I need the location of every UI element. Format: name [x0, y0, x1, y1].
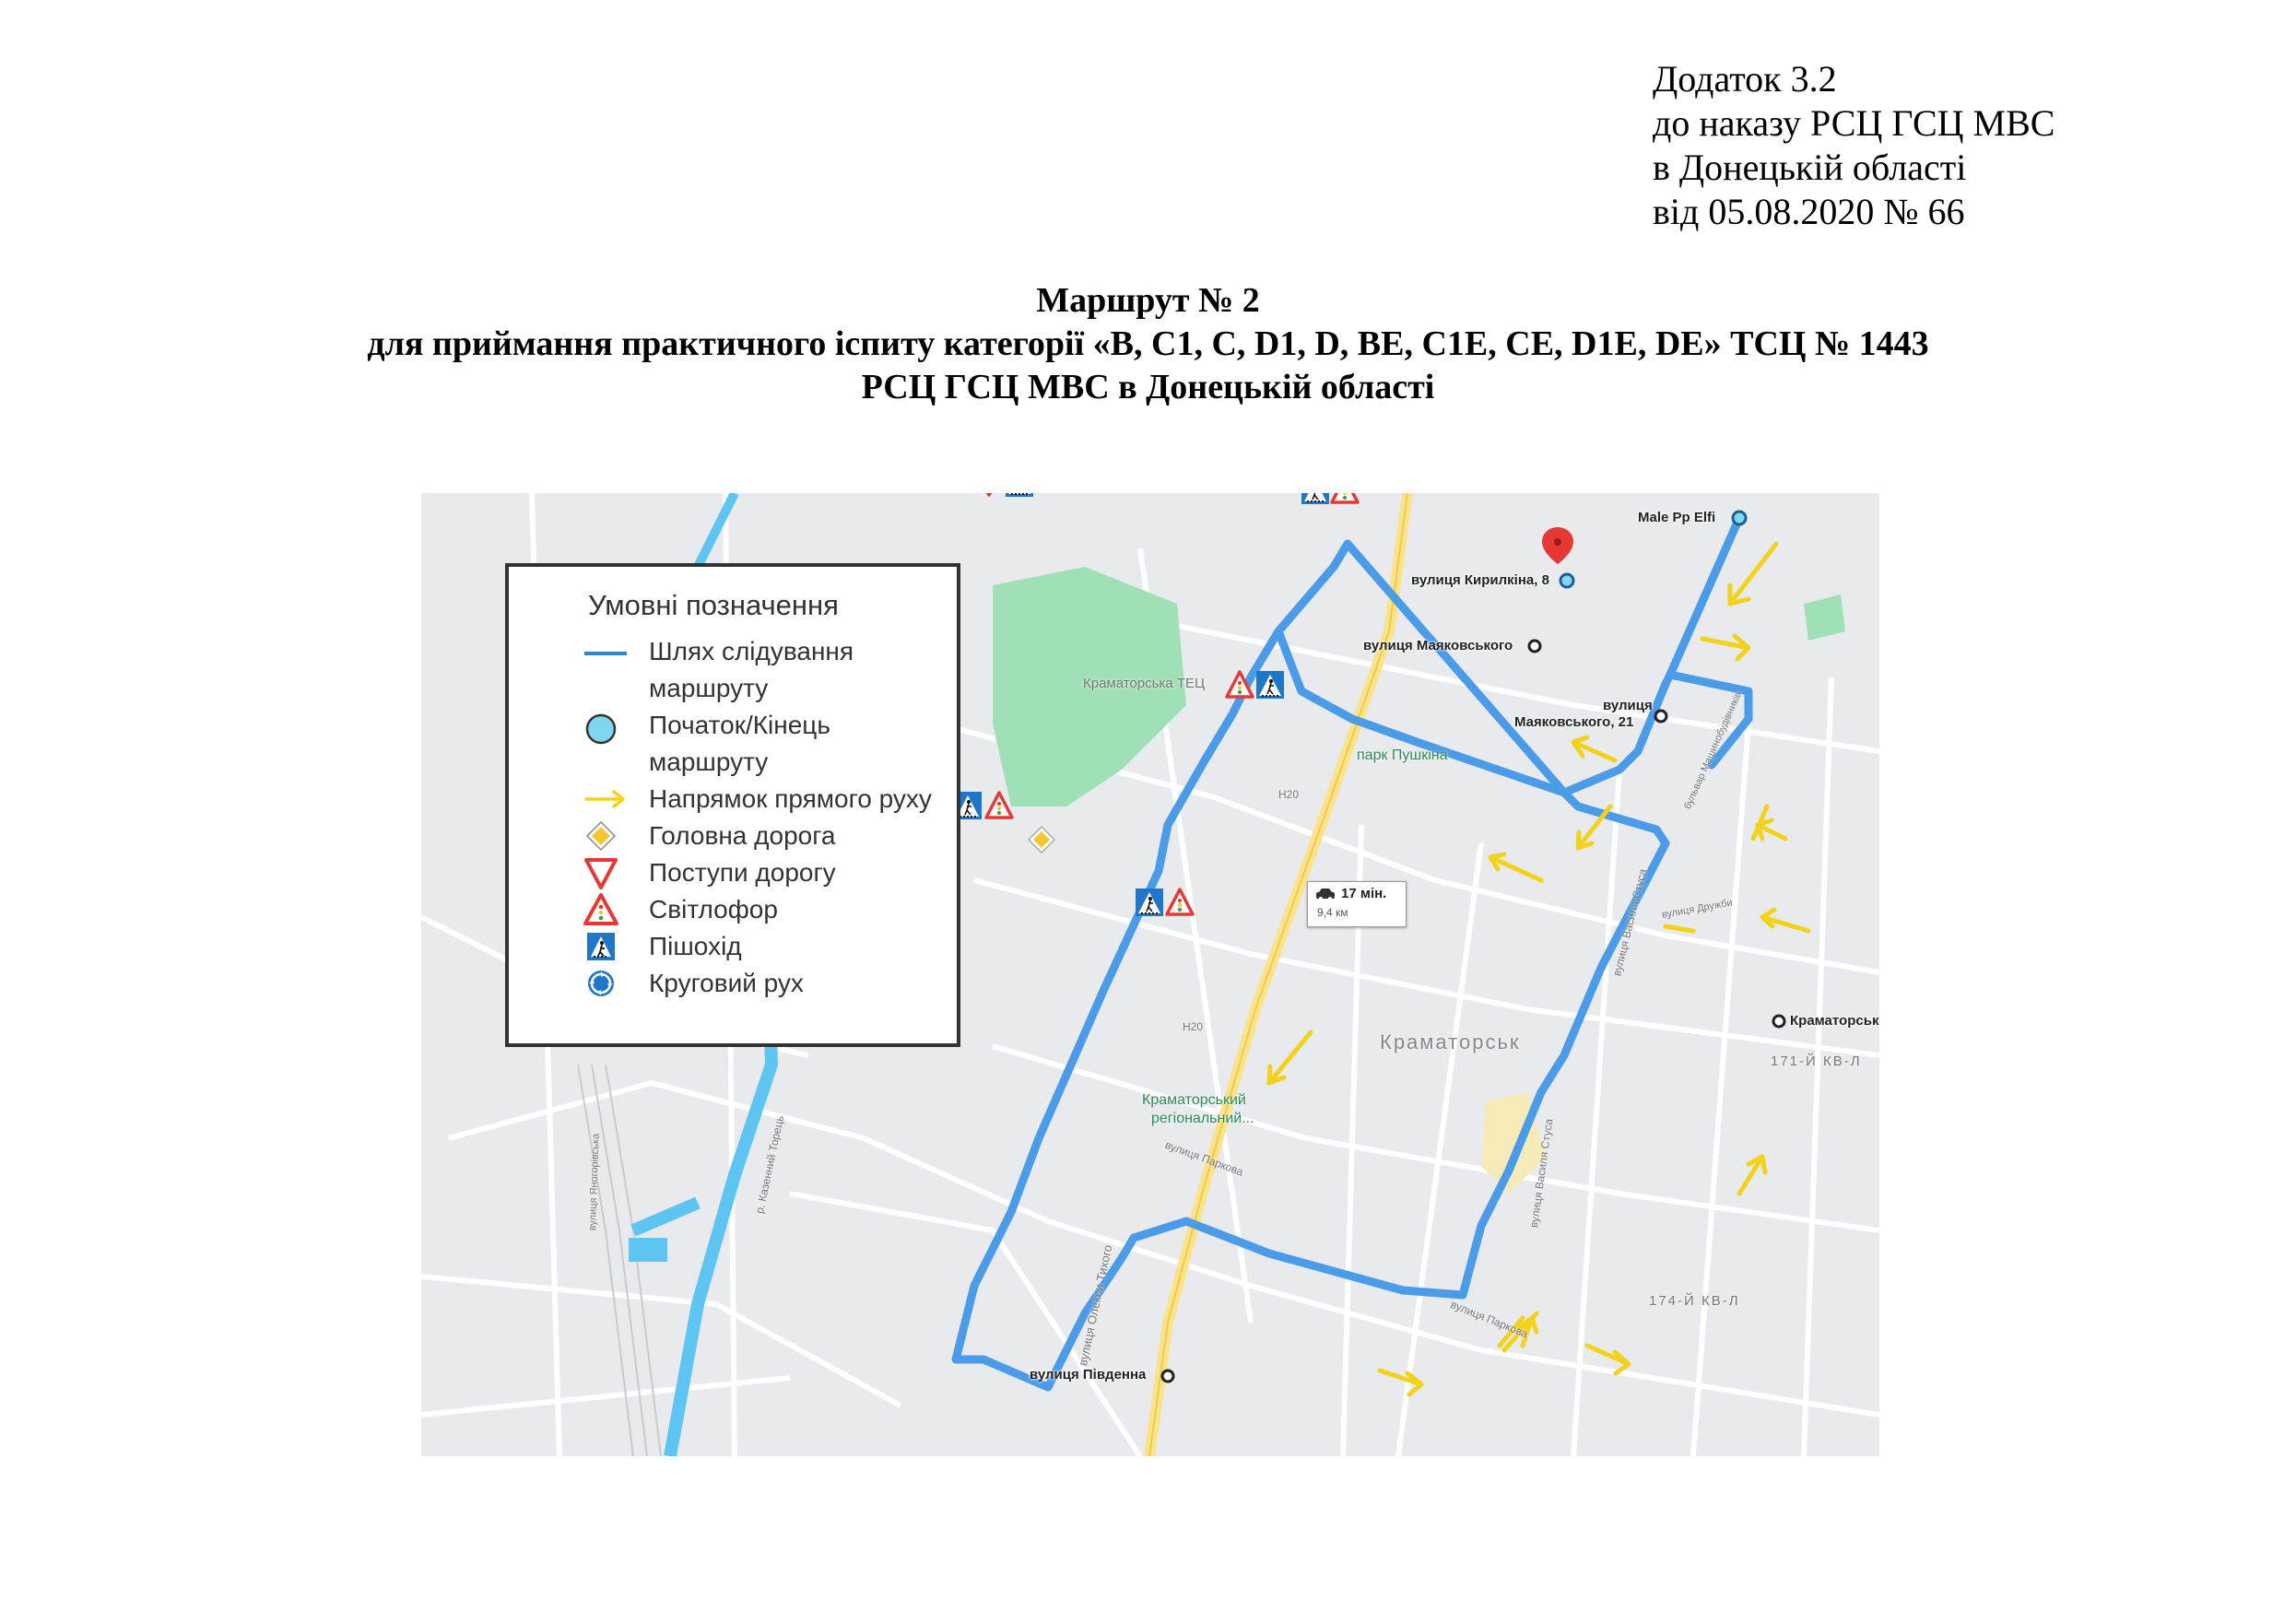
label-male-pp: Male Pp Elfi	[1638, 510, 1716, 525]
pedestrian-crossing-sign-icon	[1301, 493, 1330, 505]
main-road-sign-icon	[900, 493, 929, 494]
label-bulv: бульвар Машинобудівників	[1682, 689, 1745, 811]
end-point-kyrylkina	[1560, 574, 1573, 587]
main-road-sign-icon	[1027, 825, 1056, 854]
label-vasylia-1: вулиця Василя Стуса	[1527, 1117, 1556, 1229]
title-line-2: для приймання практичного іспиту категорії «В, С1, С, D1, D, BE, C1E, CE, D1E, DE» ТСЦ № 1443	[367, 324, 1929, 363]
label-druzhby: вулиця Дружби	[1661, 897, 1734, 921]
start-end-point-icon	[583, 711, 629, 747]
roundabout-sign-icon	[872, 493, 901, 494]
traffic-light-sign-icon	[1225, 670, 1254, 700]
label-h20-a: H20	[1278, 788, 1300, 801]
pedestrian-crossing-sign-icon	[1005, 493, 1034, 498]
legend-pedestrian-label: Пішохід	[649, 932, 742, 960]
label-h20-b: H20	[1183, 1020, 1204, 1033]
give-way-sign-icon	[974, 493, 1004, 498]
route-time: 17 мін.	[1341, 886, 1387, 901]
label-parkova-1: вулиця Паркова	[1163, 1138, 1245, 1179]
waypoint-mayakovskoho	[1529, 641, 1540, 652]
appendix-block	[1653, 57, 2055, 234]
label-river: р. Казенний Торець	[753, 1113, 787, 1215]
appendix-line-3: в Донецькій області	[1653, 147, 1967, 188]
appendix-line-1: Додаток 3.2	[1653, 58, 1837, 100]
route-line-icon	[583, 637, 629, 674]
roundabout-sign-icon	[583, 965, 629, 1002]
label-kramatorsk-stop: Краматорськ	[1790, 1013, 1879, 1029]
label-pivdenna: вулиця Південна	[1030, 1367, 1147, 1383]
appendix-line-2: до наказу РСЦ ГСЦ МВС	[1653, 102, 2055, 144]
traffic-light-sign-icon	[1165, 888, 1195, 917]
legend-route-label-1: Шлях слідування	[649, 637, 854, 665]
label-mayakovskoho-21b: Маяковського, 21	[1514, 714, 1634, 730]
river-branch	[633, 1203, 698, 1230]
traffic-light-sign-icon	[984, 791, 1014, 820]
label-regional-1: Краматорський	[1142, 1092, 1246, 1108]
legend-direction-label: Напрямок прямого руху	[649, 784, 932, 813]
pedestrian-crossing-sign-icon	[1255, 670, 1285, 700]
label-vasylia-2: вулиця Василя Стуса	[1610, 867, 1650, 978]
legend-start-end-label-1: Початок/Кінець	[649, 711, 830, 739]
route-distance: 9,4 км	[1317, 906, 1348, 919]
legend-give-way-label: Поступи дорогу	[649, 858, 836, 887]
appendix-line-4: від 05.08.2020 № 66	[1653, 191, 1965, 232]
small-park	[1804, 594, 1845, 641]
waypoint-mayakovskoho-21	[1655, 711, 1666, 722]
main-road-sign-icon	[583, 818, 629, 854]
legend-title: Умовні позначення	[588, 589, 839, 621]
map-pin-icon	[1542, 527, 1573, 564]
label-kyrylkina: вулиця Кирилкіна, 8	[1411, 572, 1549, 588]
traffic-light-sign-icon	[1330, 493, 1360, 505]
label-tec: Краматорська ТЕЦ	[1083, 676, 1206, 691]
label-kv171: 171-Й КВ-Л	[1771, 1053, 1862, 1069]
label-parkova-2: вулиця Паркова	[1448, 1298, 1530, 1341]
title-line-1: Маршрут № 2	[1036, 281, 1260, 320]
waypoint-kramatorsk	[1773, 1016, 1784, 1027]
legend-route-label-2: маршруту	[649, 674, 769, 702]
label-olexy: вулиця Олекси Тихого	[1076, 1243, 1115, 1368]
route-time-box	[1307, 881, 1407, 927]
document-title	[0, 279, 2296, 409]
label-park: парк Пушкіна	[1357, 747, 1448, 763]
legend-roundabout-label: Круговий рух	[649, 969, 804, 997]
legend-traffic-light-label: Світлофор	[649, 895, 778, 924]
legend-start-end-label-2: маршруту	[649, 747, 769, 776]
waypoint-pivdenna	[1162, 1371, 1173, 1382]
legend-main-road-label: Головна дорога	[649, 821, 836, 850]
car-icon	[1315, 888, 1336, 900]
traffic-light-sign-icon	[583, 891, 629, 928]
give-way-sign-icon	[583, 854, 629, 891]
pond	[629, 1238, 667, 1262]
label-kv174: 174-Й КВ-Л	[1649, 1293, 1740, 1309]
title-line-3: РСЦ ГСЦ МВС в Донецькій області	[861, 368, 1435, 406]
label-regional-2: регіональний...	[1151, 1111, 1254, 1126]
pedestrian-crossing-sign-icon	[1135, 888, 1164, 917]
label-city: Краматорськ	[1380, 1030, 1521, 1053]
map-legend	[505, 563, 960, 1047]
start-point-male-pp	[1733, 512, 1746, 524]
label-mayakovskoho: вулиця Маяковського	[1363, 638, 1513, 653]
label-mayakovskoho-21a: вулиця	[1603, 698, 1653, 713]
label-yanogor: вулиця Яногорівська	[587, 1133, 602, 1231]
direction-arrow-icon	[583, 781, 629, 818]
pedestrian-crossing-sign-icon	[583, 928, 629, 965]
